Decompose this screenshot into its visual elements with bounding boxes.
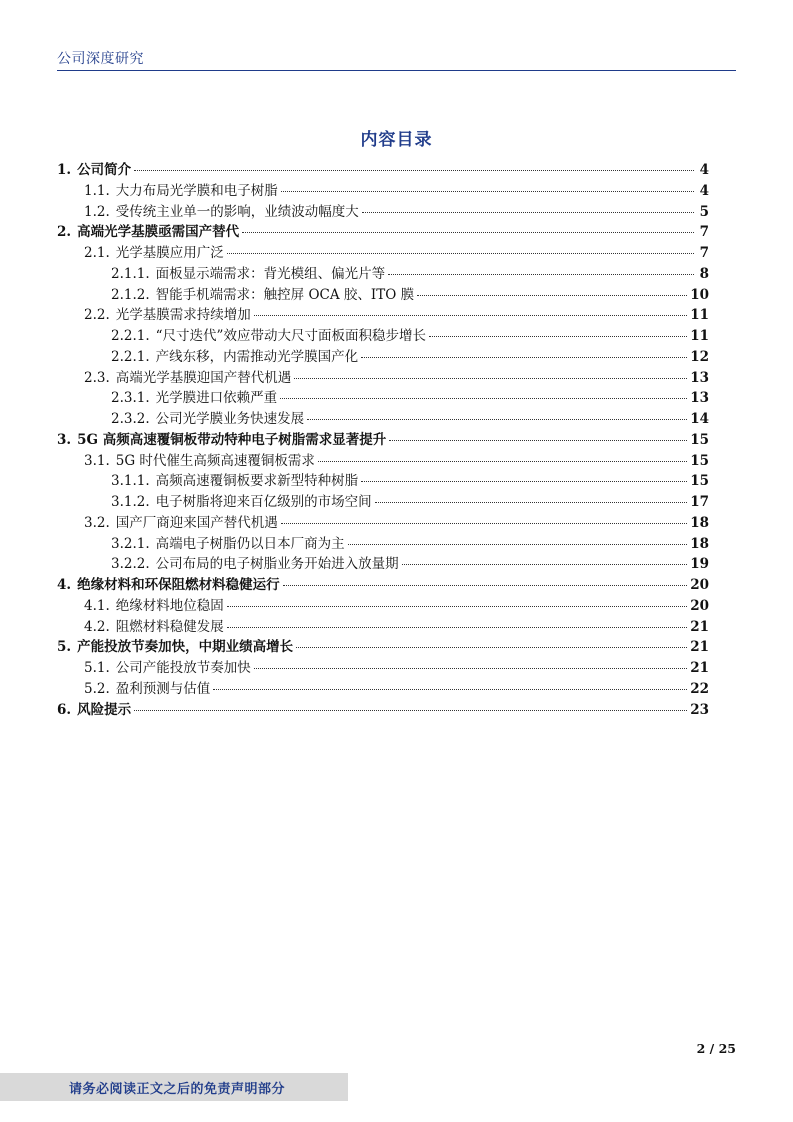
- toc-leader-dots: [227, 627, 687, 628]
- toc-entry[interactable]: [57, 575, 709, 596]
- toc-entry-title: 高端光学基膜迎国产替代机遇: [115, 369, 292, 386]
- toc-entry-number: 5.: [57, 639, 72, 656]
- toc-entry[interactable]: [57, 637, 709, 658]
- toc-leader-dots: [134, 710, 687, 711]
- toc-entry-page: 18: [690, 535, 709, 552]
- toc-entry[interactable]: [57, 285, 709, 306]
- toc-entry[interactable]: [57, 388, 709, 409]
- toc-entry[interactable]: [57, 617, 709, 638]
- toc-entry[interactable]: [57, 492, 709, 513]
- toc-entry-number: 2.2.1.: [111, 328, 150, 344]
- toc-entry-page: 21: [690, 618, 709, 635]
- toc-leader-dots: [227, 606, 687, 607]
- toc-title: 内容目录: [360, 130, 433, 150]
- toc-entry[interactable]: [57, 181, 709, 202]
- toc-entry-page: 20: [690, 577, 709, 593]
- toc-entry-page: 4: [699, 182, 709, 199]
- toc-entry-page: 5: [699, 203, 709, 220]
- toc-entry-page: 7: [699, 245, 709, 261]
- toc-entry-page: 15: [690, 431, 709, 448]
- toc-leader-dots: [389, 440, 687, 441]
- toc-entry-number: 3.1.1.: [111, 473, 150, 490]
- toc-entry-number: 2.3.1.: [111, 390, 150, 407]
- toc-entry-number: 3.1.2.: [111, 494, 150, 510]
- toc-entry-title: 高端电子树脂仍以日本厂商为主: [155, 535, 345, 552]
- toc-entry-title: 受传统主业单一的影响，业绩波动幅度大: [115, 203, 359, 220]
- toc-entry-page: 11: [690, 328, 709, 344]
- toc-entry-page: 8: [699, 265, 709, 282]
- toc-entry-number: 2.3.: [84, 369, 110, 386]
- toc-entry-title: 公司布局的电子树脂业务开始进入放量期: [155, 556, 399, 573]
- toc-leader-dots: [318, 461, 687, 462]
- toc-entry-number: 2.: [57, 224, 72, 241]
- toc-leader-dots: [362, 212, 694, 213]
- toc-entry[interactable]: [57, 658, 709, 679]
- toc-entry[interactable]: [57, 451, 709, 472]
- toc-entry-title: 国产厂商迎来国产替代机遇: [115, 514, 278, 531]
- header-divider: [57, 70, 736, 71]
- toc-entry-number: 2.1.2.: [111, 286, 150, 303]
- toc-entry[interactable]: [57, 471, 709, 492]
- toc-entry-title: 高端光学基膜亟需国产替代: [77, 224, 240, 241]
- toc-entry-number: 6.: [57, 701, 72, 718]
- toc-entry-title: 盈利预测与估值: [115, 680, 211, 697]
- toc-entry[interactable]: [57, 347, 709, 368]
- toc-entry-title: 公司产能投放节奏加快: [115, 660, 251, 676]
- toc-entry-title: 风险提示: [77, 701, 132, 718]
- toc-entry-number: 4.1.: [84, 597, 110, 614]
- toc-entry[interactable]: [57, 243, 709, 264]
- toc-entry-number: 3.: [57, 431, 72, 448]
- toc-entry-title: 电子树脂将迎来百亿级别的市场空间: [155, 494, 372, 510]
- toc-entry-number: 3.2.2.: [111, 556, 150, 573]
- table-of-contents: [57, 160, 709, 720]
- toc-entry-title: 产能投放节奏加快，中期业绩高增长: [77, 639, 294, 656]
- toc-entry[interactable]: [57, 326, 709, 347]
- toc-leader-dots: [227, 253, 694, 254]
- toc-entry-number: 5.1.: [84, 660, 110, 676]
- toc-leader-dots: [429, 336, 687, 337]
- toc-entry-title: 大力布局光学膜和电子树脂: [115, 182, 278, 199]
- toc-entry-page: 15: [690, 473, 709, 490]
- toc-entry-title: 绝缘材料和环保阻燃材料稳健运行: [77, 577, 280, 593]
- toc-entry[interactable]: [57, 160, 709, 181]
- toc-entry-number: 5.2.: [84, 680, 110, 697]
- toc-entry-page: 14: [690, 411, 709, 427]
- toc-entry-page: 23: [690, 701, 709, 718]
- toc-entry[interactable]: [57, 679, 709, 700]
- toc-entry-number: 3.2.1.: [111, 535, 150, 552]
- toc-entry-title: 公司简介: [77, 162, 132, 178]
- toc-leader-dots: [254, 315, 687, 316]
- toc-entry[interactable]: [57, 700, 709, 721]
- toc-leader-dots: [281, 523, 687, 524]
- toc-entry[interactable]: [57, 368, 709, 389]
- toc-entry[interactable]: [57, 409, 709, 430]
- toc-entry-page: 13: [690, 369, 709, 386]
- toc-leader-dots: [388, 274, 694, 275]
- toc-entry-number: 2.1.: [84, 245, 110, 261]
- disclaimer-notice: 请务必阅读正文之后的免责声明部分: [69, 1082, 286, 1097]
- toc-entry-number: 1.2.: [84, 203, 110, 220]
- toc-leader-dots: [294, 378, 687, 379]
- toc-entry-page: 17: [690, 494, 709, 510]
- toc-entry-page: 4: [699, 162, 709, 178]
- toc-entry-page: 10: [690, 286, 709, 303]
- toc-entry-number: 1.1.: [84, 182, 110, 199]
- toc-entry-title: 公司光学膜业务快速发展: [155, 411, 305, 427]
- toc-entry-number: 1.: [57, 162, 72, 178]
- toc-entry-page: 13: [690, 390, 709, 407]
- toc-entry-page: 12: [690, 348, 709, 365]
- toc-entry-title: 绝缘材料地位稳固: [115, 597, 224, 614]
- toc-entry-title: 5G 高频高速覆铜板带动特种电子树脂需求显著提升: [77, 431, 387, 448]
- toc-entry-page: 21: [690, 660, 709, 676]
- toc-entry-number: 4.2.: [84, 618, 110, 635]
- toc-leader-dots: [417, 295, 687, 296]
- toc-entry[interactable]: [57, 305, 709, 326]
- toc-entry-number: 2.2.1.: [111, 348, 150, 365]
- toc-entry[interactable]: [57, 513, 709, 534]
- toc-entry[interactable]: [57, 264, 709, 285]
- toc-entry-title: “尺寸迭代”效应带动大尺寸面板面积稳步增长: [155, 328, 426, 344]
- toc-leader-dots: [375, 502, 688, 503]
- toc-entry-number: 3.1.: [84, 452, 110, 469]
- toc-entry-number: 3.2.: [84, 514, 110, 531]
- toc-entry-title: 5G 时代催生高频高速覆铜板需求: [115, 452, 315, 469]
- toc-entry-title: 智能手机端需求：触控屏 OCA 胶、ITO 膜: [155, 286, 415, 303]
- toc-leader-dots: [296, 647, 687, 648]
- toc-leader-dots: [281, 191, 694, 192]
- toc-leader-dots: [361, 357, 687, 358]
- toc-entry[interactable]: [57, 202, 709, 223]
- toc-entry-page: 22: [690, 680, 709, 697]
- toc-leader-dots: [402, 564, 688, 565]
- toc-entry-title: 光学基膜需求持续增加: [115, 307, 251, 324]
- toc-entry[interactable]: [57, 430, 709, 451]
- toc-leader-dots: [213, 689, 687, 690]
- toc-leader-dots: [307, 419, 687, 420]
- page-number: 2 / 25: [696, 1041, 736, 1056]
- toc-entry-number: 4.: [57, 577, 72, 593]
- toc-entry-title: 光学膜进口依赖严重: [155, 390, 278, 407]
- toc-entry-title: 面板显示端需求：背光模组、偏光片等: [155, 265, 386, 282]
- report-type-header: 公司深度研究: [57, 51, 144, 67]
- toc-entry-page: 21: [690, 639, 709, 656]
- toc-entry[interactable]: [57, 222, 709, 243]
- toc-entry-number: 2.2.: [84, 307, 110, 324]
- toc-leader-dots: [283, 585, 688, 586]
- toc-entry-title: 高频高速覆铜板要求新型特种树脂: [155, 473, 359, 490]
- toc-leader-dots: [242, 232, 694, 233]
- toc-leader-dots: [361, 481, 687, 482]
- toc-entry[interactable]: [57, 534, 709, 555]
- toc-leader-dots: [280, 398, 687, 399]
- toc-entry-number: 2.1.1.: [111, 265, 150, 282]
- toc-entry-page: 11: [690, 307, 709, 324]
- toc-entry-title: 产线东移，内需推动光学膜国产化: [155, 348, 359, 365]
- toc-leader-dots: [348, 544, 688, 545]
- toc-leader-dots: [254, 668, 687, 669]
- toc-entry[interactable]: [57, 554, 709, 575]
- toc-leader-dots: [134, 170, 694, 171]
- toc-entry-number: 2.3.2.: [111, 411, 150, 427]
- toc-entry-title: 光学基膜应用广泛: [115, 245, 224, 261]
- toc-entry-page: 15: [690, 452, 709, 469]
- toc-entry-page: 18: [690, 514, 709, 531]
- toc-entry-page: 19: [690, 556, 709, 573]
- toc-entry-title: 阻燃材料稳健发展: [115, 618, 224, 635]
- toc-entry[interactable]: [57, 596, 709, 617]
- toc-entry-page: 20: [690, 597, 709, 614]
- toc-entry-page: 7: [699, 224, 709, 241]
